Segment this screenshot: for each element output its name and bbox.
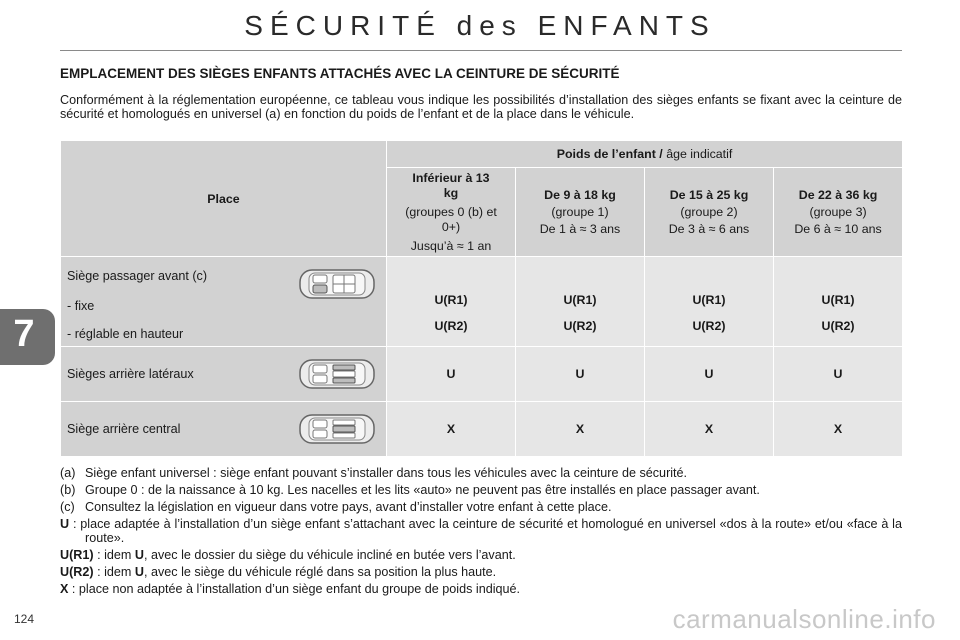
cell-value-r1: U(R1) <box>821 292 855 307</box>
legend-key: X <box>60 582 69 596</box>
legend-text: , avec le siège du véhicule réglé dans sa position la plus haute. <box>144 565 497 579</box>
column-header-group-2 <box>645 168 774 257</box>
footnote-b <box>60 483 902 497</box>
legend-key: U(R2) <box>60 565 94 579</box>
column-group: (groupe 1) <box>551 204 609 219</box>
column-group: (groupe 2) <box>680 204 738 219</box>
cell-value-r1: U(R1) <box>434 292 468 307</box>
intro-paragraph: Conformément à la réglementation européenne, ce tableau vous indique les possibilités d’installation des sièges enfants se fixant avec la ceinture de sécurité et homologués en universel (a) en fonction du poids de l’enfant et de la place dans le véhicule. <box>60 93 902 121</box>
footnote-c <box>60 500 902 514</box>
cell-front-group-0 <box>387 257 516 347</box>
chapter-number: 7 <box>13 313 35 355</box>
car-seat-diagram-front-icon <box>297 267 377 301</box>
column-age: De 1 à ≈ 3 ans <box>539 221 621 236</box>
row-label-front-passenger <box>61 257 387 347</box>
column-group: (groupes 0 (b) et 0+) <box>405 204 497 234</box>
legend-key: U <box>60 517 70 531</box>
legend-text: , avec le dossier du siège du véhicule incliné en butée vers l’avant. <box>144 548 516 562</box>
column-age: De 6 à ≈ 10 ans <box>794 221 882 236</box>
cell-rear-center-group-0: X <box>387 402 516 457</box>
cell-rear-center-group-2: X <box>645 402 774 457</box>
legend-mid: : idem <box>93 548 135 562</box>
page-title: SÉCURITÉ des ENFANTS <box>244 10 716 41</box>
weight-header-bold: Poids de l’enfant / <box>556 147 663 161</box>
cell-rear-outer-group-0: U <box>387 347 516 402</box>
legend-ur1 <box>60 548 902 562</box>
title-divider <box>60 50 902 51</box>
weight-header-rest: âge indicatif <box>662 147 733 161</box>
cell-value-r2: U(R2) <box>692 318 726 333</box>
row-label-text: Siège passager avant (c) <box>67 269 208 283</box>
column-header-group-3 <box>774 168 903 257</box>
child-seat-table <box>60 140 903 457</box>
cell-front-group-1 <box>516 257 645 347</box>
legend-key-u: U <box>134 565 144 579</box>
table-row <box>61 257 903 347</box>
column-age: Jusqu’à ≈ 1 an <box>410 238 492 253</box>
footnote-text: Consultez la législation en vigueur dans votre pays, avant d’installer votre enfant à cette place. <box>85 500 612 514</box>
column-weight: De 15 à 25 kg <box>669 187 749 202</box>
legend-text: : place non adaptée à l’installation d’un siège enfant du groupe de poids indiqué. <box>68 582 521 596</box>
watermark: carmanualsonline.info <box>672 604 936 634</box>
footnote-text: Siège enfant universel : siège enfant pouvant s’installer dans tous les véhicules avec la ceinture de sécurité. <box>85 466 688 480</box>
legend-u <box>60 517 902 545</box>
legend-key: U(R1) <box>60 548 94 562</box>
legend-x <box>60 582 902 596</box>
cell-front-group-2 <box>645 257 774 347</box>
cell-rear-center-group-3: X <box>774 402 903 457</box>
cell-value-r1: U(R1) <box>563 292 597 307</box>
row-label-text: Siège arrière central <box>67 422 181 436</box>
place-header: Place <box>61 141 387 257</box>
column-group: (groupe 3) <box>809 204 867 219</box>
row-label-rear-center <box>61 402 387 457</box>
legend-key-u: U <box>134 548 144 562</box>
footnotes <box>60 466 902 599</box>
legend-text: : place adaptée à l’installation d’un siège enfant s’attachant avec la ceinture de sécurité et homologué en universel «dos à la route» et/ou «face à la route». <box>69 517 902 545</box>
column-header-group-0 <box>387 168 516 257</box>
footnote-mark: (b) <box>60 483 76 497</box>
car-seat-diagram-rear-center-icon <box>297 412 377 446</box>
cell-rear-center-group-1: X <box>516 402 645 457</box>
cell-value-r2: U(R2) <box>434 318 468 333</box>
table-row <box>61 402 903 457</box>
cell-value-r2: U(R2) <box>563 318 597 333</box>
footnote-mark: (c) <box>60 500 75 514</box>
cell-rear-outer-group-1: U <box>516 347 645 402</box>
weight-header <box>387 141 903 168</box>
cell-rear-outer-group-3: U <box>774 347 903 402</box>
column-weight: De 9 à 18 kg <box>544 187 616 202</box>
cell-value-r1: U(R1) <box>692 292 726 307</box>
footnote-a <box>60 466 902 480</box>
row-label-rear-outer <box>61 347 387 402</box>
page-number: 124 <box>14 612 35 626</box>
section-heading: EMPLACEMENT DES SIÈGES ENFANTS ATTACHÉS AVEC LA CEINTURE DE SÉCURITÉ <box>60 66 620 81</box>
legend-ur2 <box>60 565 902 579</box>
cell-value-r2: U(R2) <box>821 318 855 333</box>
legend-mid: : idem <box>93 565 135 579</box>
row-sub-adjustable: - réglable en hauteur <box>67 327 184 341</box>
cell-front-group-3 <box>774 257 903 347</box>
table-row <box>61 347 903 402</box>
car-seat-diagram-rear-outer-icon <box>297 357 377 391</box>
footnote-text: Groupe 0 : de la naissance à 10 kg. Les nacelles et les lits «auto» ne peuvent pas être installés en place passager avant. <box>85 483 760 497</box>
row-label-text: Sièges arrière latéraux <box>67 367 194 381</box>
column-age: De 3 à ≈ 6 ans <box>668 221 750 236</box>
footnote-mark: (a) <box>60 466 76 480</box>
row-sub-fixed: - fixe <box>67 299 95 313</box>
cell-rear-outer-group-2: U <box>645 347 774 402</box>
column-weight: De 22 à 36 kg <box>798 187 878 202</box>
column-weight: Inférieur à 13 kg <box>412 170 490 200</box>
column-header-group-1 <box>516 168 645 257</box>
